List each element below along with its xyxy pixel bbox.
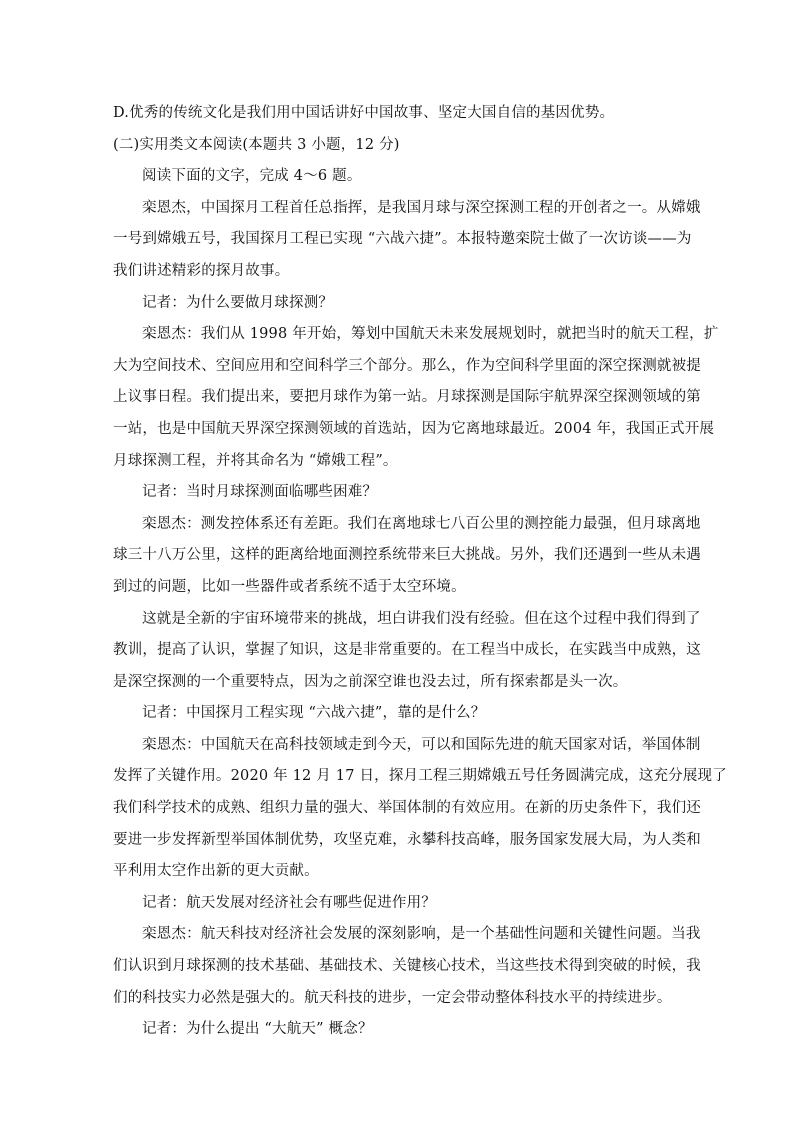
answer-paragraph (113, 604, 701, 699)
document-page (113, 98, 727, 1046)
paragraph-line: 们的科技实力必然是强大的。航天科技的进步，一定会带动整体科技水平的持续进步。 (113, 989, 672, 1006)
reporter-question: 记者：当时月球探测面临哪些困难？ (142, 484, 378, 501)
paragraph-line: 发挥了关键作用。2020 年 12 月 17 日，探月工程三期嫦娥五号任务圆满完成，这充分展现了 (113, 768, 727, 785)
paragraph-line: 大为空间技术、空间应用和空间科学三个部分。那么，作为空间科学里面的深空探测就被提 (113, 357, 701, 374)
reporter-question: 记者：中国探月工程实现 “六战六捷”，靠的是什么？ (142, 705, 486, 722)
paragraph-line: 栾恩杰：我们从 1998 年开始，筹划中国航天未来发展规划时，就把当时的航天工程，扩 (142, 326, 719, 343)
paragraph-line: 一号到嫦娥五号，我国探月工程已实现 “六战六捷”。本报特邀栾院士做了一次访谈——为 (113, 231, 692, 248)
paragraph-line: 到过的问题，比如一些器件或者系统不适于太空环境。 (113, 578, 466, 595)
reporter-question: 记者：为什么要做月球探测？ (142, 294, 334, 311)
paragraph-line: 我们科学技术的成熟、组织力量的强大、举国体制的有效应用。在新的历史条件下，我们还 (113, 800, 701, 817)
paragraph-line: 们认识到月球探测的技术基础、基础技术、关键核心技术，当这些技术得到突破的时候，我 (113, 958, 701, 975)
paragraph-line: 球三十八万公里，这样的距离给地面测控系统带来巨大挑战。另外，我们还遇到一些从未遇 (113, 547, 701, 564)
paragraph-line: 平利用太空作出新的更大贡献。 (113, 863, 319, 880)
paragraph-line: 要进一步发挥新型举国体制优势，攻坚克难，永攀科技高峰，服务国家发展大局，为人类和 (113, 831, 701, 848)
intro-paragraph (113, 193, 701, 288)
answer-paragraph (113, 919, 701, 1014)
option-d-line: D.优秀的传统文化是我们用中国话讲好中国故事、坚定大国自信的基因优势。 (113, 105, 615, 121)
paragraph-line: 上议事日程。我们提出来，要把月球作为第一站。月球探测是国际宇航界深空探测领域的第 (113, 389, 701, 406)
reporter-question: 记者：航天发展对经济社会有哪些促进作用？ (142, 894, 436, 911)
paragraph-line: 栾恩杰：航天科技对经济社会发展的深刻影响，是一个基础性问题和关键性问题。当我 (142, 926, 701, 943)
answer-paragraph (113, 509, 701, 604)
instruction-line: 阅读下面的文字，完成 4～6 题。 (142, 168, 362, 185)
paragraph-line: 栾恩杰，中国探月工程首任总指挥，是我国月球与深空探测工程的开创者之一。从嫦娥 (142, 199, 701, 216)
paragraph-line: 栾恩杰：测发控体系还有差距。我们在离地球七八百公里的测控能力最强，但月球离地 (142, 515, 701, 532)
paragraph-line: 月球探测工程，并将其命名为 “嫦娥工程”。 (113, 452, 398, 469)
paragraph-line: 是深空探测的一个重要特点，因为之前深空谁也没去过，所有探索都是头一次。 (113, 673, 628, 690)
answer-paragraph (113, 319, 719, 477)
paragraph-line: 我们讲述精彩的探月故事。 (113, 262, 290, 279)
paragraph-line: 这就是全新的宇宙环境带来的挑战，坦白讲我们没有经验。但在这个过程中我们得到了 (142, 610, 701, 627)
section-heading: (二)实用类文本阅读(本题共 3 小题，12 分) (113, 136, 400, 153)
paragraph-line: 栾恩杰：中国航天在高科技领域走到今天，可以和国际先进的航天国家对话，举国体制 (142, 736, 701, 753)
paragraph-line: 一站，也是中国航天界深空探测领域的首选站，因为它离地球最近。2004 年，我国正式开展 (113, 420, 715, 437)
reporter-question: 记者：为什么提出 “大航天” 概念？ (142, 1021, 373, 1038)
paragraph-line: 教训，提高了认识，掌握了知识，这是非常重要的。在工程当中成长，在实践当中成熟，这 (113, 642, 701, 659)
answer-paragraph (113, 730, 727, 888)
